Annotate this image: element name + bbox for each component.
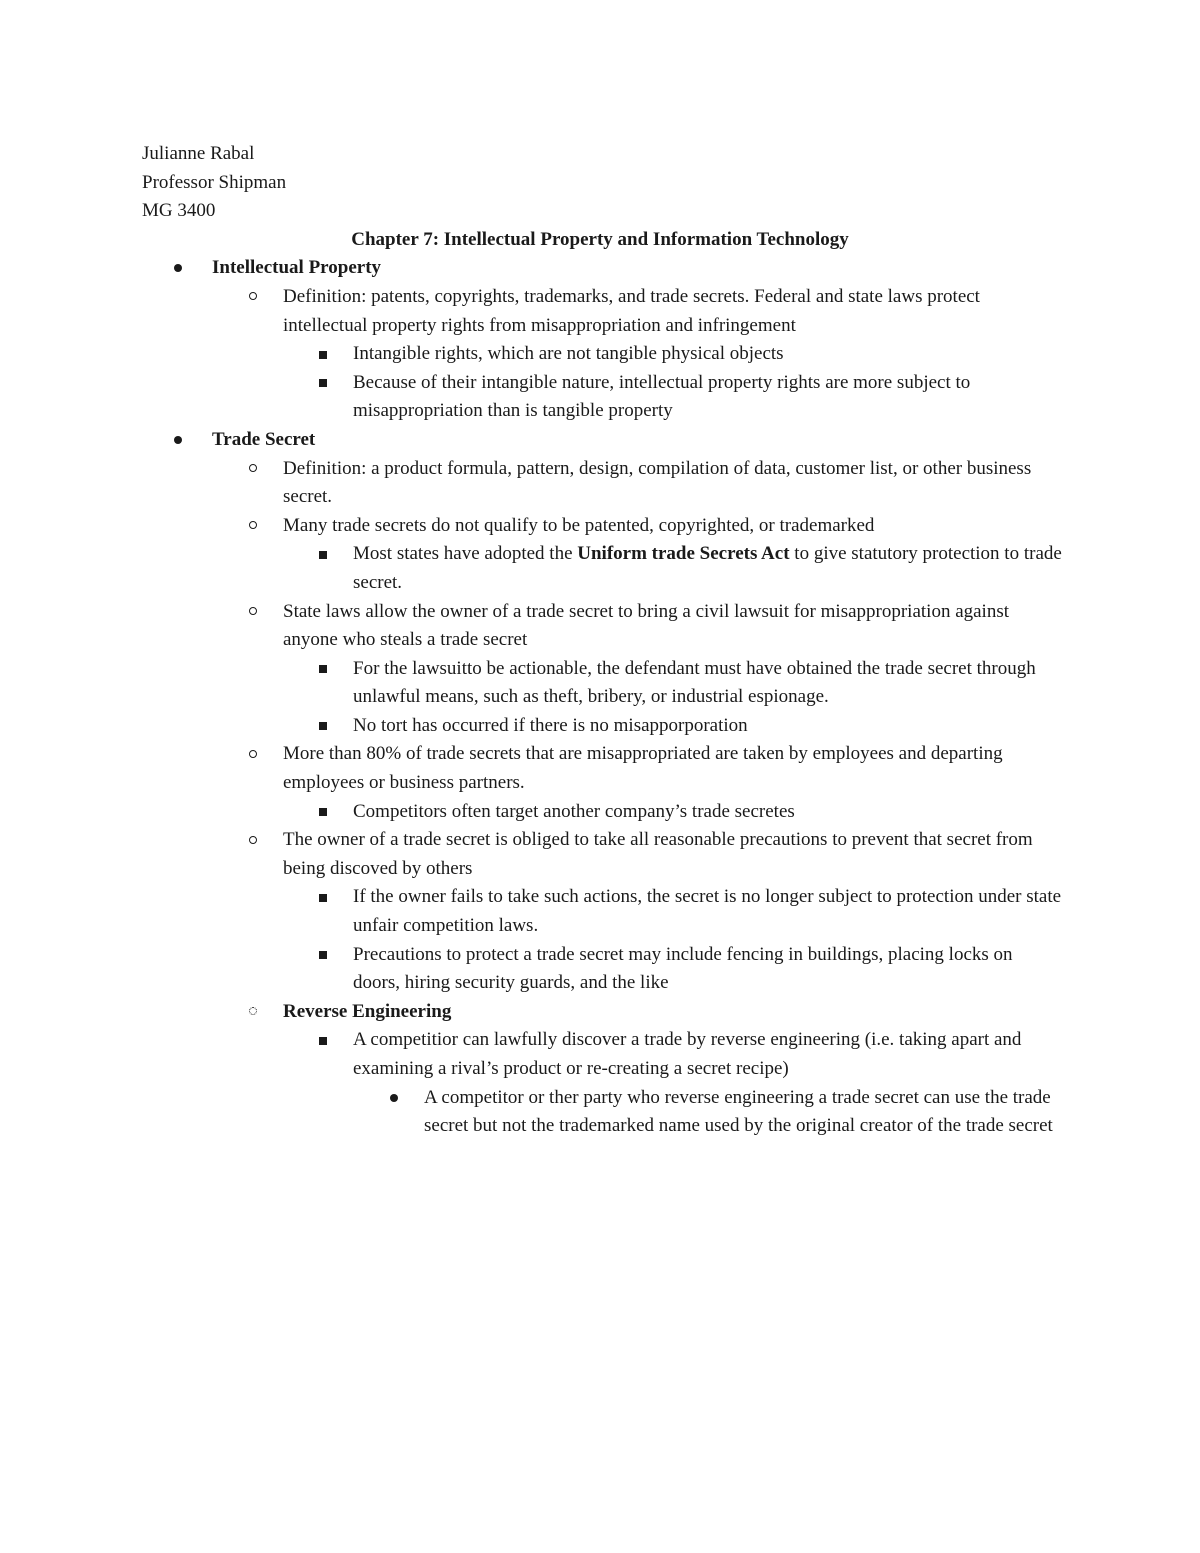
list-item <box>353 1026 1063 1083</box>
list-item-text: State laws allow the owner of a trade secret to bring a civil lawsuit for misappropriation against anyone who steals a trade secret <box>283 600 1010 651</box>
filled-bullet-icon <box>168 426 188 455</box>
list-item <box>353 540 1063 597</box>
filled-bullet-icon <box>384 1084 404 1113</box>
student-name: Julianne Rabal <box>142 143 255 164</box>
list-item-text: Most states have adopted the Uniform trade Secrets Act to give statutory protection to trade secret. <box>353 543 1062 593</box>
list-item <box>283 455 1063 512</box>
subsection-heading: Reverse Engineering <box>283 1000 452 1022</box>
list-item-text: Precautions to protect a trade secret may include fencing in buildings, placing locks on doors, hiring security guards, and the like <box>353 943 1013 994</box>
list-item-text: More than 80% of trade secrets that are misappropriated are taken by employees and departing employees or business partners. <box>283 743 1003 794</box>
list-item-text: Competitors often target another company’s trade secretes <box>353 800 795 822</box>
square-bullet-icon <box>313 655 333 684</box>
square-bullet-icon <box>313 798 333 827</box>
square-bullet-icon <box>313 712 333 741</box>
list-item <box>353 712 1063 741</box>
list-item-reverse-engineering <box>283 998 1063 1027</box>
filled-bullet-icon <box>168 254 188 283</box>
list-item <box>283 826 1063 883</box>
list-item <box>353 655 1063 712</box>
list-item-text: No tort has occurred if there is no misapporporation <box>353 714 748 736</box>
hollow-bullet-icon <box>243 455 263 484</box>
square-bullet-icon <box>313 369 333 398</box>
list-item <box>353 369 1063 426</box>
list-item-text: The owner of a trade secret is obliged to take all reasonable precautions to prevent that secret from being discoved by others <box>283 829 1033 879</box>
list-item <box>424 1084 1064 1141</box>
hollow-bullet-icon <box>243 998 263 1027</box>
list-item-text: Definition: patents, copyrights, trademarks, and trade secrets. Federal and state laws protect intellectual property rights from misappropriation and infringement <box>283 285 980 336</box>
section-trade-secret <box>212 426 992 455</box>
square-bullet-icon <box>313 941 333 970</box>
hollow-bullet-icon <box>243 826 263 855</box>
hollow-bullet-icon <box>243 512 263 541</box>
list-item-text: Many trade secrets do not qualify to be patented, copyrighted, or trademarked <box>283 514 875 536</box>
list-item-text: Definition: a product formula, pattern, design, compilation of data, customer list, or other business secret. <box>283 457 1032 508</box>
list-item-text: If the owner fails to take such actions, the secret is no longer subject to protection under state unfair competition laws. <box>353 886 1062 937</box>
uniform-trade-secrets-act: Uniform trade Secrets Act <box>577 543 790 565</box>
section-heading: Trade Secret <box>212 428 316 450</box>
square-bullet-icon <box>313 540 333 569</box>
list-item-text: A competitor or ther party who reverse engineering a trade secret can use the trade secret but not the trademarked name used by the original creator of the trade secret <box>424 1086 1053 1137</box>
hollow-bullet-icon <box>243 283 263 312</box>
professor-name: Professor Shipman <box>142 171 287 193</box>
list-item <box>283 740 1063 797</box>
list-item-text: Because of their intangible nature, intellectual property rights are more subject to misappropriation than is tangible property <box>353 371 971 422</box>
list-item <box>353 941 1063 998</box>
square-bullet-icon <box>313 1026 333 1055</box>
hollow-bullet-icon <box>243 740 263 769</box>
list-item-text: Intangible rights, which are not tangible physical objects <box>353 343 784 365</box>
list-item-text: A competitior can lawfully discover a trade by reverse engineering (i.e. taking apart and examining a rival’s product or re-creating a secret recipe) <box>353 1029 1022 1079</box>
square-bullet-icon <box>313 883 333 912</box>
list-item-text: For the lawsuitto be actionable, the defendant must have obtained the trade secret through unlawful means, such as theft, bribery, or industrial espionage. <box>353 657 1036 708</box>
square-bullet-icon <box>313 340 333 369</box>
document-page <box>0 140 1200 1141</box>
document-title: Chapter 7: Intellectual Property and Information Technology <box>351 228 849 250</box>
course-code: MG 3400 <box>142 200 216 222</box>
section-heading: Intellectual Property <box>212 257 382 279</box>
list-item <box>283 598 1063 655</box>
list-item <box>353 340 1063 369</box>
section-intellectual-property <box>212 254 992 283</box>
list-item <box>283 283 1063 340</box>
list-item <box>283 512 1063 541</box>
list-item <box>353 798 1063 827</box>
list-item <box>353 883 1063 940</box>
hollow-bullet-icon <box>243 598 263 627</box>
